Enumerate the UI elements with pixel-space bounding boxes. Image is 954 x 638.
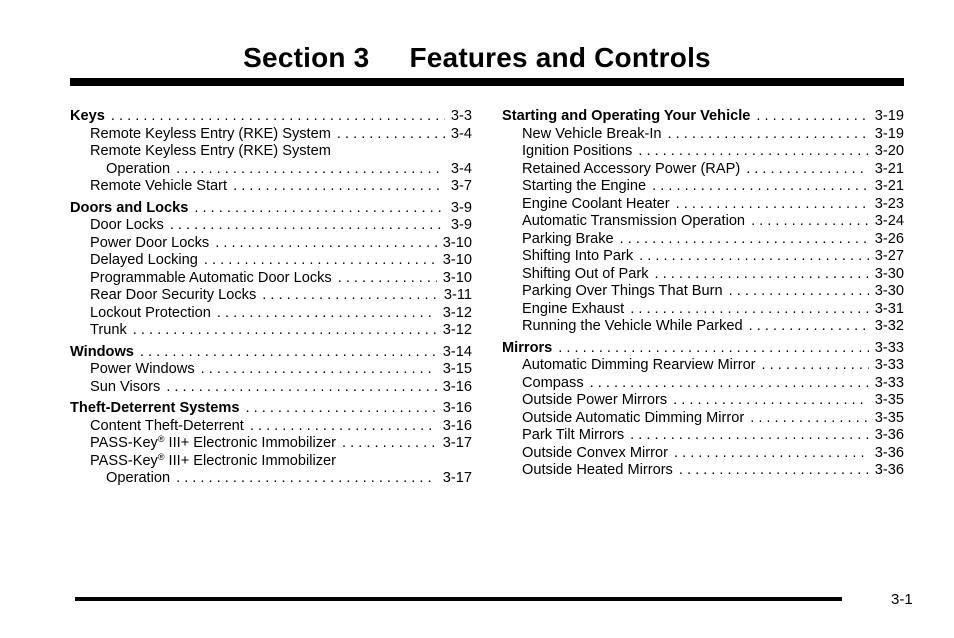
toc-entry[interactable] — [70, 379, 472, 397]
toc-entry-text — [70, 344, 134, 362]
toc-entry[interactable] — [502, 213, 904, 231]
toc-entry-text — [90, 418, 244, 436]
dot-leader — [250, 418, 437, 436]
toc-page-number: 3-12 — [442, 322, 472, 338]
dot-leader — [166, 379, 436, 397]
toc-page-number: 3-14 — [442, 343, 472, 360]
toc-entry[interactable] — [70, 470, 472, 488]
toc-page-number: 3-21 — [874, 160, 904, 177]
toc-entry-text — [90, 379, 160, 397]
toc-entry-text — [522, 266, 649, 284]
toc-entry-label: PASS-Key — [90, 435, 158, 451]
toc-entry-label: Power Door Locks — [90, 234, 210, 251]
dot-leader — [176, 161, 445, 179]
dot-leader — [337, 126, 445, 144]
toc-entry-text — [502, 108, 750, 126]
toc-entry-text — [90, 143, 331, 161]
toc-entry-label-suffix: III+ Electronic Immobilizer — [164, 452, 337, 469]
toc-page-number: 3-32 — [874, 318, 904, 334]
dot-leader — [676, 196, 869, 214]
toc-entry[interactable] — [502, 161, 904, 179]
toc-page-number: 3-10 — [442, 252, 472, 268]
toc-entry[interactable] — [502, 266, 904, 284]
toc-entry[interactable] — [70, 126, 472, 144]
toc-entry-text — [522, 301, 624, 319]
toc-entry-text — [522, 462, 673, 480]
toc-entry-label: Running the Vehicle While Parked — [522, 318, 743, 334]
toc-page-number: 3-20 — [874, 143, 904, 159]
toc-page-number: 3-4 — [450, 125, 472, 142]
dot-leader — [668, 126, 869, 144]
toc-entry[interactable] — [70, 453, 472, 471]
toc-entry-text — [90, 235, 209, 253]
toc-entry-text — [522, 178, 646, 196]
page-number: 3-1 — [891, 591, 913, 608]
toc-entry-label: Trunk — [90, 322, 127, 338]
toc-entry[interactable] — [70, 361, 472, 379]
toc-entry-label: Rear Door Security Locks — [90, 287, 257, 303]
dot-leader — [194, 200, 445, 218]
toc-page-number: 3-19 — [874, 125, 904, 142]
dot-leader — [746, 161, 869, 179]
toc-entry-label: Park Tilt Mirrors — [522, 427, 625, 443]
toc-entry[interactable] — [502, 392, 904, 410]
dot-leader — [201, 361, 437, 379]
toc-entry-label: Outside Convex Mirror — [522, 444, 668, 461]
toc-page-number: 3-30 — [874, 283, 904, 299]
dot-leader — [652, 178, 869, 196]
toc-entry-text — [106, 161, 170, 179]
toc-entry[interactable] — [502, 462, 904, 480]
toc-heading[interactable] — [70, 200, 472, 218]
dot-leader — [729, 283, 869, 301]
toc-page-number: 3-36 — [874, 462, 904, 478]
toc-entry[interactable] — [502, 427, 904, 445]
registered-mark: ® — [157, 451, 165, 462]
dot-leader — [630, 427, 869, 445]
toc-entry[interactable] — [502, 445, 904, 463]
toc-entry-label: Compass — [522, 374, 584, 391]
toc-entry-label: Operation — [106, 160, 171, 177]
dot-leader — [558, 340, 869, 358]
toc-entry[interactable] — [502, 143, 904, 161]
toc-entry-label: Programmable Automatic Door Locks — [90, 269, 332, 286]
toc-entry-text — [522, 392, 667, 410]
toc-page-number: 3-31 — [874, 300, 904, 317]
toc-page-number: 3-15 — [442, 361, 472, 377]
dot-leader — [750, 410, 869, 428]
dot-leader — [111, 108, 445, 126]
toc-page-number: 3-27 — [874, 248, 904, 264]
toc-entry-label: Outside Automatic Dimming Mirror — [522, 409, 745, 426]
toc-entry-text — [90, 126, 331, 144]
dot-leader — [655, 266, 869, 284]
toc-page-number: 3-10 — [442, 269, 472, 286]
toc-entry[interactable] — [70, 217, 472, 235]
toc-entry-text — [522, 126, 662, 144]
toc-entry-label: Remote Vehicle Start — [90, 178, 228, 194]
toc-entry-label: Keys — [70, 108, 105, 124]
toc-page-number: 3-21 — [874, 178, 904, 194]
dot-leader — [751, 213, 869, 231]
dot-leader — [246, 400, 437, 418]
toc-entry-text — [522, 427, 624, 445]
toc-entry-text — [522, 196, 670, 214]
toc-entry-label: Delayed Locking — [90, 252, 198, 268]
toc-entry[interactable] — [70, 418, 472, 436]
toc-entry[interactable] — [502, 126, 904, 144]
toc-entry-text — [522, 445, 668, 463]
dot-leader — [204, 252, 437, 270]
toc-right-column — [502, 108, 904, 480]
toc-page-number: 3-33 — [874, 374, 904, 391]
dot-leader — [679, 462, 869, 480]
toc-entry[interactable] — [502, 410, 904, 428]
toc-entry-text — [106, 470, 170, 488]
toc-page-number: 3-9 — [450, 217, 472, 233]
toc-entry[interactable] — [502, 231, 904, 249]
toc-page-number: 3-4 — [450, 160, 472, 177]
section-name: Features and Controls — [409, 42, 711, 73]
toc-entry[interactable] — [70, 161, 472, 179]
toc-entry-label: Ignition Positions — [522, 143, 633, 159]
toc-entry-label: Windows — [70, 343, 134, 360]
toc-page-number: 3-16 — [442, 400, 472, 416]
toc-entry-text — [70, 108, 105, 126]
toc-page-number: 3-7 — [450, 178, 472, 194]
toc-entry-text — [70, 400, 240, 418]
toc-heading[interactable] — [70, 400, 472, 418]
toc-entry-label: Engine Exhaust — [522, 300, 625, 317]
toc-page-number: 3-35 — [874, 409, 904, 426]
toc-entry-label: Starting the Engine — [522, 178, 647, 194]
dot-leader — [342, 435, 437, 453]
top-rule — [70, 78, 904, 86]
toc-entry[interactable] — [70, 252, 472, 270]
toc-entry[interactable] — [502, 196, 904, 214]
toc-entry-text — [90, 322, 127, 340]
toc-page-number: 3-17 — [442, 470, 472, 486]
toc-entry-label: Automatic Dimming Rearview Mirror — [522, 357, 756, 373]
dot-leader — [338, 270, 437, 288]
toc-page-number: 3-35 — [874, 392, 904, 408]
toc-entry-label: Remote Keyless Entry (RKE) System — [90, 125, 331, 142]
toc-page-number: 3-26 — [874, 230, 904, 247]
toc-entry-text — [70, 200, 188, 218]
dot-leader — [620, 231, 869, 249]
toc-page-number: 3-36 — [874, 444, 904, 461]
toc-entry-text — [90, 217, 164, 235]
toc-entry-text — [90, 361, 195, 379]
toc-entry-label: Outside Power Mirrors — [522, 392, 668, 408]
toc-entry-label: Operation — [106, 470, 171, 486]
toc-page-number: 3-19 — [874, 108, 904, 124]
toc-entry[interactable] — [502, 178, 904, 196]
toc-page-number: 3-36 — [874, 427, 904, 443]
toc-page-number: 3-33 — [874, 357, 904, 373]
toc-page-number: 3-24 — [874, 213, 904, 229]
toc-entry-text — [90, 453, 336, 471]
dot-leader — [674, 445, 869, 463]
toc-heading[interactable] — [70, 344, 472, 362]
dot-leader — [176, 470, 437, 488]
dot-leader — [262, 287, 438, 305]
toc-entry[interactable] — [502, 375, 904, 393]
toc-entry-label: Starting and Operating Your Vehicle — [502, 108, 751, 124]
toc-entry[interactable] — [70, 235, 472, 253]
toc-entry-text — [522, 143, 632, 161]
toc-entry-label-suffix: III+ Electronic Immobilizer — [164, 435, 337, 451]
dot-leader — [233, 178, 445, 196]
toc-page-number: 3-16 — [442, 378, 472, 395]
toc-entry-label: Lockout Protection — [90, 304, 211, 321]
toc-entry[interactable] — [502, 318, 904, 336]
toc-entry-text — [90, 435, 336, 453]
toc-entry-label: Engine Coolant Heater — [522, 195, 670, 212]
toc-page-number: 3-11 — [443, 287, 472, 303]
toc-entry[interactable] — [70, 178, 472, 196]
toc-page-number: 3-3 — [450, 108, 472, 124]
section-title — [0, 42, 954, 74]
toc-entry-text — [90, 287, 256, 305]
toc-entry[interactable] — [70, 322, 472, 340]
toc-entry-text — [522, 161, 740, 179]
registered-mark: ® — [157, 434, 165, 444]
toc-entry-text — [90, 178, 227, 196]
toc-entry-text — [90, 252, 198, 270]
toc-entry-text — [522, 283, 723, 301]
bottom-rule — [75, 597, 842, 601]
dot-leader — [170, 217, 445, 235]
toc-page-number: 3-12 — [442, 304, 472, 321]
toc-page-number: 3-23 — [874, 195, 904, 212]
toc-page-number: 3-30 — [874, 265, 904, 282]
toc-entry-label: Mirrors — [502, 339, 553, 356]
toc-entry-label: Content Theft-Deterrent — [90, 417, 244, 434]
toc-page-number: 3-16 — [442, 417, 472, 434]
toc-left-column — [70, 108, 472, 488]
toc-entry[interactable] — [70, 143, 472, 161]
toc-entry-label: Outside Heated Mirrors — [522, 462, 673, 478]
section-number: Section 3 — [243, 42, 370, 73]
toc-entry[interactable] — [70, 305, 472, 323]
toc-entry-text — [90, 305, 211, 323]
toc-entry[interactable] — [70, 435, 472, 453]
toc-entry-text — [522, 213, 745, 231]
toc-entry-label: PASS-Key — [90, 452, 158, 469]
toc-entry[interactable] — [70, 287, 472, 305]
toc-entry-text — [522, 375, 584, 393]
toc-entry[interactable] — [502, 357, 904, 375]
toc-entry-text — [502, 340, 552, 358]
toc-entry-text — [90, 270, 332, 288]
toc-entry-label: Power Windows — [90, 361, 195, 377]
toc-entry-label: Doors and Locks — [70, 199, 189, 216]
toc-entry-label: Sun Visors — [90, 378, 161, 395]
dot-leader — [638, 143, 868, 161]
toc-entry-label: Door Locks — [90, 217, 164, 233]
toc-entry-label: New Vehicle Break-In — [522, 125, 662, 142]
toc-entry[interactable] — [70, 270, 472, 288]
toc-entry-label: Remote Keyless Entry (RKE) System — [90, 143, 331, 159]
toc-entry-label: Parking Brake — [522, 230, 614, 247]
dot-leader — [762, 357, 869, 375]
toc-entry-text — [522, 248, 633, 266]
dot-leader — [639, 248, 869, 266]
dot-leader — [217, 305, 437, 323]
dot-leader — [673, 392, 869, 410]
toc-entry-label: Shifting Out of Park — [522, 265, 649, 282]
dot-leader — [756, 108, 868, 126]
toc-entry-label: Automatic Transmission Operation — [522, 213, 746, 229]
toc-page-number: 3-33 — [874, 339, 904, 356]
toc-entry-text — [522, 231, 614, 249]
dot-leader — [749, 318, 869, 336]
dot-leader — [215, 235, 437, 253]
toc-page-number: 3-17 — [442, 435, 472, 451]
toc-entry[interactable] — [502, 301, 904, 319]
toc-entry-label: Shifting Into Park — [522, 248, 634, 264]
dot-leader — [630, 301, 869, 319]
toc-heading[interactable] — [502, 108, 904, 126]
toc-entry[interactable] — [502, 283, 904, 301]
dot-leader — [133, 322, 437, 340]
toc-entry-text — [522, 357, 756, 375]
toc-entry-text — [522, 318, 743, 336]
dot-leader — [140, 344, 437, 362]
toc-entry-label: Parking Over Things That Burn — [522, 283, 723, 299]
toc-heading[interactable] — [70, 108, 472, 126]
toc-page-number: 3-10 — [442, 234, 472, 251]
dot-leader — [590, 375, 869, 393]
toc-page-number: 3-9 — [450, 199, 472, 216]
toc-heading[interactable] — [502, 340, 904, 358]
toc-entry-label: Theft-Deterrent Systems — [70, 400, 240, 416]
toc-entry[interactable] — [502, 248, 904, 266]
toc-entry-label: Retained Accessory Power (RAP) — [522, 160, 741, 177]
toc-entry-text — [522, 410, 744, 428]
